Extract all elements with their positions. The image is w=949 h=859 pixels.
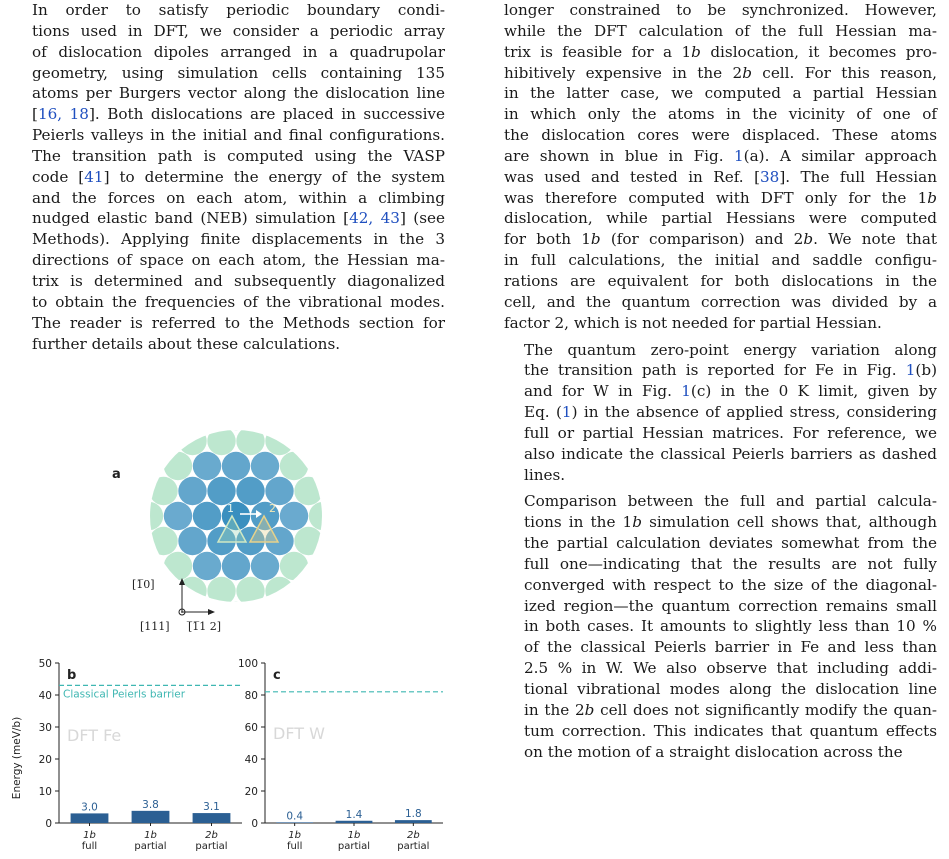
panel-b-chart [39,658,242,852]
text-line: for both 1b (for comparison) and 2b. We note that [504,229,937,250]
bar-value-label: 1.4 [346,809,363,821]
paragraph-zero-point [504,340,937,486]
y-tick-label: 0 [251,818,258,830]
y-tick-label: 40 [245,754,258,766]
atom [149,527,177,555]
atom [207,577,235,605]
paragraph-method [12,0,445,354]
panel-c-label: c [273,668,281,683]
text-line: dislocation, while partial Hessians were computed [504,208,937,229]
axis-right-arrow [208,609,215,615]
bar-value-label: 3.8 [142,799,159,811]
atom [207,477,235,505]
text-line: in full calculations, the initial and saddle configu- [504,250,937,271]
atom [251,452,279,480]
text-line: trix is determined and subsequently diagonalized [12,271,445,292]
x-tick-label: partial [338,841,370,852]
text-line: The transition path is computed using the VASP [12,146,445,167]
y-tick-label: 40 [39,690,52,702]
site-label-1: 1 [227,502,234,515]
text-line: Eq. (1) in the absence of applied stress, considering [504,402,937,423]
text-line: The quantum zero-point energy variation along [504,340,937,361]
atom [236,477,264,505]
text-line: while the DFT calculation of the full Hessian ma- [504,21,937,42]
bar [193,813,231,823]
atom [265,577,293,605]
y-tick-label: 20 [39,754,52,766]
text-line: in both cases. It amounts to slightly less than 10 % [504,616,937,637]
text-line: hibitively expensive in the 2b cell. For this reason, [504,63,937,84]
figure-1 [12,430,445,855]
text-line: Peierls valleys in the initial and final configurations. [12,125,445,146]
atom [280,552,308,580]
text-line: of the classical Peierls barrier in Fe and less than [504,637,937,658]
text-line: atoms per Burgers vector along the dislocation line [12,83,445,104]
atom [193,502,221,530]
text-line: the partial calculation deviates somewhat from the [504,533,937,554]
atom [178,527,206,555]
text-line: full one—indicating that the results are not fully [504,554,937,575]
atom [222,602,250,630]
x-tick-label: partial [195,841,227,852]
text-line: the transition path is reported for Fe in Fig. 1(b) [504,360,937,381]
text-line: directions of space on each atom, the Hessian ma- [12,250,445,271]
text-line: 2.5 % in W. We also observe that including addi- [504,658,937,679]
axis-right-label: [̅1̅1 2] [186,620,221,633]
x-tick-label: 1b [83,830,96,841]
atom [222,452,250,480]
atom [164,552,192,580]
atom [265,477,293,505]
text-line: longer constrained to be synchronized. However, [504,0,937,21]
atom [193,452,221,480]
text-line: ized region—the quantum correction remains small [504,596,937,617]
text-line: tions used in DFT, we consider a periodic array [12,21,445,42]
atom [236,577,264,605]
text-line: tions in the 1b simulation cell shows that, although [504,512,937,533]
text-line: cell, and the quantum correction was divided by a [504,292,937,313]
bar-value-label: 0.4 [286,810,303,822]
x-tick-label: 1b [288,830,301,841]
x-tick-label: partial [397,841,429,852]
y-tick-label: 80 [245,690,258,702]
dft-annotation: DFT Fe [67,726,121,745]
axis-origin-dot [181,611,183,613]
crystal-axes [132,578,221,633]
atom [280,502,308,530]
left-column [12,0,445,354]
y-tick-label: 10 [39,786,52,798]
text-line: converged with respect to the size of the diagonal- [504,575,937,596]
text-line: Comparison between the full and partial calcula- [504,491,937,512]
atom [309,502,337,530]
site-label-2: 2 [269,502,276,515]
y-tick-label: 0 [45,818,52,830]
atom [280,452,308,480]
x-tick-label: 1b [144,830,157,841]
atom [193,552,221,580]
y-tick-label: 60 [245,722,258,734]
x-tick-label: 2b [407,830,420,841]
text-line: tum correction. This indicates that quantum effects [504,721,937,742]
text-line: code [41] to determine the energy of the system [12,167,445,188]
text-line: and the forces on each atom, within a climbing [12,188,445,209]
text-line: in the 2b cell does not significantly modify the quan- [504,700,937,721]
y-axis-label: Energy (meV/b) [12,717,23,799]
x-tick-label: full [82,841,97,852]
panel-a-label: a [112,467,121,482]
y-tick-label: 100 [238,658,258,670]
bar-value-label: 1.8 [405,808,422,820]
atom [294,527,322,555]
text-line: in the latter case, we computed a partial Hessian [504,83,937,104]
atom [149,477,177,505]
bar [71,813,109,823]
text-line: the dislocation cores were displaced. These atoms [504,125,937,146]
x-tick-label: partial [134,841,166,852]
dft-annotation: DFT W [273,724,325,743]
y-tick-label: 30 [39,722,52,734]
text-line: and for W in Fig. 1(c) in the 0 K limit, given by [504,381,937,402]
bar [132,811,170,823]
text-line: also indicate the classical Peierls barriers as dashed [504,444,937,465]
text-line: lines. [504,465,937,486]
text-line: In order to satisfy periodic boundary condi- [12,0,445,21]
text-line: nudged elastic band (NEB) simulation [42, 43] (see [12,208,445,229]
y-tick-label: 50 [39,658,52,670]
bar [336,821,373,823]
bar [395,820,432,823]
text-line: full or partial Hessian matrices. For reference, we [504,423,937,444]
text-line: in which only the atoms in the vicinity of one of [504,104,937,125]
atom [236,430,264,455]
text-line: geometry, using simulation cells containing 135 [12,63,445,84]
paragraph-comparison [504,491,937,762]
x-tick-label: 2b [205,830,218,841]
text-line: trix is feasible for a 1b dislocation, it becomes pro- [504,42,937,63]
y-tick-label: 20 [245,786,258,798]
x-tick-label: 1b [348,830,361,841]
text-line: further details about these calculations. [12,334,445,355]
atom [178,477,206,505]
text-line: Methods). Applying finite displacements in the 3 [12,229,445,250]
text-line: tional vibrational modes along the dislocation line [504,679,937,700]
panel-c-chart [238,658,443,852]
right-column [504,0,937,762]
atom [251,552,279,580]
atom [207,430,235,455]
text-line: to obtain the frequencies of the vibrational modes. [12,292,445,313]
bar-value-label: 3.1 [203,801,220,813]
bar [276,822,313,823]
text-line: [16, 18]. Both dislocations are placed in successive [12,104,445,125]
text-line: of dislocation dipoles arranged in a quadrupolar [12,42,445,63]
paragraph-hessian [504,0,937,334]
bar-value-label: 3.0 [81,801,98,813]
atom [135,502,163,530]
axis-up-label: [1̅0] [132,578,155,591]
text-line: was used and tested in Ref. [38]. The full Hessian [504,167,937,188]
text-line: on the motion of a straight dislocation across the [504,742,937,763]
x-tick-label: full [287,841,302,852]
atom [222,552,250,580]
text-line: are shown in blue in Fig. 1(a). A similar approach [504,146,937,167]
atom [265,430,293,455]
text-line: rations are equivalent for both dislocations in the [504,271,937,292]
atom [178,430,206,455]
atom [294,477,322,505]
text-line: factor 2, which is not needed for partial Hessian. [504,313,937,334]
panel-b-label: b [67,668,76,683]
reference-line-label: Classical Peierls barrier [63,688,186,700]
axis-origin-label: [111] [140,620,170,633]
text-line: was therefore computed with DFT only for the 1b [504,188,937,209]
atom [164,452,192,480]
atom [164,502,192,530]
figure-svg [12,430,445,855]
text-line: The reader is referred to the Methods section for [12,313,445,334]
